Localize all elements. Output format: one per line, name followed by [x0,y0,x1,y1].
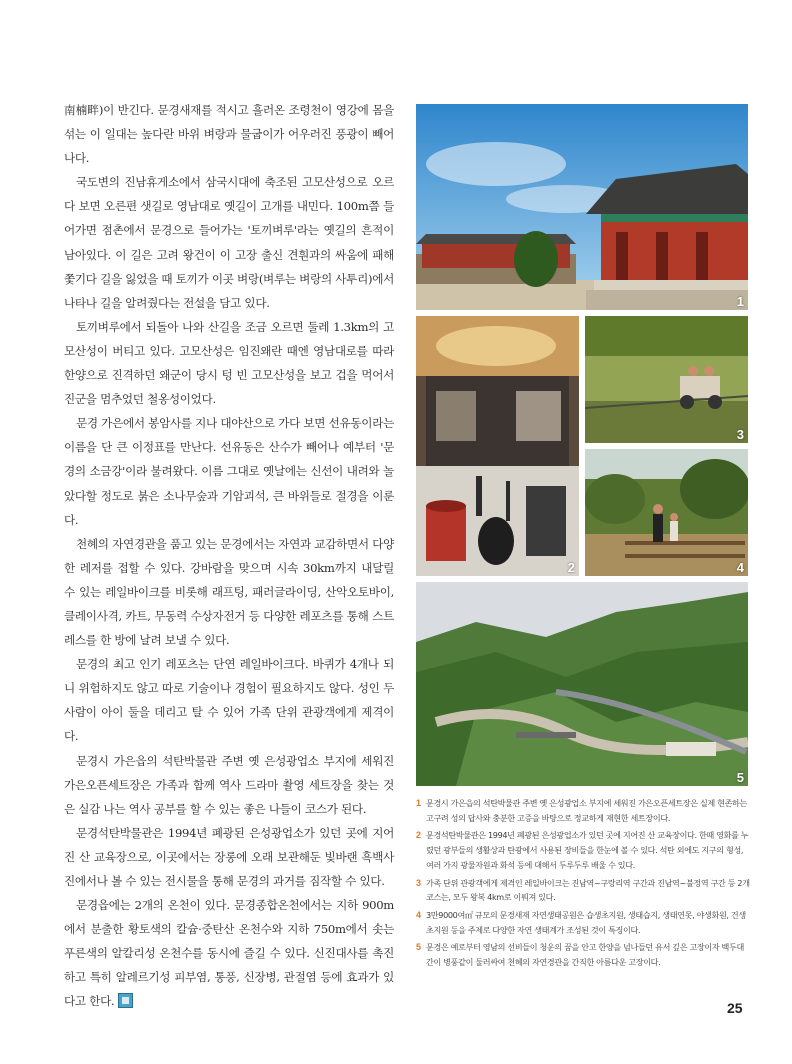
photo-number: 5 [736,770,744,785]
body-paragraph-last [64,893,394,1013]
body-paragraph: 南楠畔)이 반긴다. 문경새재를 적시고 흘러온 조령천이 영강에 몸을 섞는 이 일대는 높다란 바위 벼랑과 물굽이가 어우러진 풍광이 빼어나다. [64,103,394,166]
photo-number: 4 [736,560,744,575]
wetland-photo [585,449,748,576]
caption-number: 4 [416,909,421,920]
photo-number: 2 [567,560,575,575]
caption-item [416,908,750,937]
caption-text: 문경시 가은읍의 석탄박물관 주변 옛 은성광업소 부지에 세워진 가은오픈세트장은 실제 현존하는 고구려 성의 답사와 충분한 고증을 바탕으로 정교하게 재현한 세트장이다. [426,798,747,823]
photo-number: 1 [736,294,744,309]
body-paragraph: 토끼벼루에서 되돌아 나와 산길을 조금 오르면 둘레 1.3km의 고모산성이 버티고 있다. 고모산성은 임진왜란 때엔 영남대로를 따라 한양으로 진격하던 왜군이 당시 텅 빈 고모산성을 보고 겁을 먹어서 진군을 멈추었던 철옹성이었다. [64,319,394,407]
museum-illustration [416,316,579,576]
photo-captions [416,796,750,973]
page-number: 25 [727,1000,743,1016]
caption-item [416,940,750,969]
article-body [64,98,394,1014]
body-paragraph: 문경시 가은읍의 석탄박물관 주변 옛 은성광업소 부지에 세워진 가은오픈세트장은 가족과 함께 역사 드라마 촬영 세트장을 찾는 것은 실감 나는 역사 공부를 할 수 있는 좋은 나들이 코스가 된다. [64,753,394,816]
caption-text: 문경은 예로부터 영남의 선비들이 청운의 꿈을 안고 한양을 넘나들던 유서 깊은 고장이자 백두대간이 병풍같이 둘러싸여 천혜의 자연경관을 간직한 아름다운 고장이다. [426,942,744,968]
caption-number: 5 [416,942,421,953]
caption-text: 문경석탄박물관은 1994년 폐광된 은성광업소가 있던 곳에 지어진 산 교육장이다. 한때 영화를 누렸던 광부들의 생활상과 탄광에서 사용된 장비들을 한눈에 볼 수 있다. 석탄 외에도 지구의 형성, 여러 가지 광물자원과 화석 등에 대해서 두루두루 배울 수 있다. [426,830,749,870]
caption-number: 2 [416,830,421,841]
caption-item [416,828,750,872]
valley-illustration [416,582,748,786]
caption-number: 3 [416,877,421,888]
valley-photo [416,582,748,786]
body-paragraph: 문경 가은에서 봉암사를 지나 대야산으로 가다 보면 선유동이라는 이름을 단 큰 이정표를 만난다. 선유동은 산수가 빼어나 예부터 '문경의 소금강'이라 불려왔다. 이름 그대로 옛날에는 신선이 내려와 놀았다할 정도로 붉은 소나무숲과 기암괴석, 큰 바위들로 절경을 이룬다. [64,416,394,527]
wetland-illustration [585,449,748,576]
caption-item [416,796,750,825]
caption-item [416,876,750,905]
body-paragraph: 국도변의 진남휴게소에서 삼국시대에 축조된 고모산성으로 오르다 보면 오른편 샛길로 영남대로 옛길이 고개를 내민다. 100m쯤 들어가면 점촌에서 문경으로 들어가는 '토끼벼루'라는 옛길의 흔적이 남아있다. 이 길은 고려 왕건이 이 고장 출신 견훤과의 싸움에 패해 쫓기다 길을 잃었을 때 토끼가 이곳 벼랑(벼루는 벼랑의 사투리)에서 나타나 길을 알려줬다는 전설을 담고 있다. [64,175,394,310]
body-paragraph: 문경석탄박물관은 1994년 폐광된 은성광업소가 있던 곳에 지어진 산 교육장으로, 이곳에서는 장롱에 오래 보관해둔 빛바랜 흑백사진에서나 볼 수 있는 전시물을 통해 문경의 과거를 짐작할 수 있다. [64,825,394,888]
caption-text: 가족 단위 관광객에게 제격인 레일바이크는 진남역~구랑리역 구간과 진남역~불정역 구간 등 2개 코스는, 모두 왕복 4km로 이뤄져 있다. [426,877,750,903]
museum-photo [416,316,579,576]
body-paragraph-text: 문경읍에는 2개의 온천이 있다. 문경종합온천에서는 지하 900m에서 분출한 황토색의 칼슘·중탄산 온천수와 지하 750m에서 솟는 푸른색의 알칼리성 온천수를 동시에 즐길 수 있다. 신진대사를 촉진하고 특히 알레르기성 피부염, 통풍, 신장병, 관절염 등에 효과가 있다고 한다. [64,898,394,1009]
caption-number: 1 [416,798,421,808]
railbike-illustration [585,316,748,443]
palace-illustration [416,104,748,310]
end-mark-icon [118,993,133,1008]
photo-number: 3 [736,427,744,442]
body-paragraph: 문경의 최고 인기 레포츠는 단연 레일바이크다. 바퀴가 4개나 되니 위험하지도 않고 따로 기술이나 경험이 필요하지도 않다. 성인 두 사람이 아이 둘을 데리고 탈 수 있어 가족 단위 관광객에게 제격이다. [64,657,394,744]
body-paragraph: 천혜의 자연경관을 품고 있는 문경에서는 자연과 교감하면서 다양한 레저를 접할 수 있다. 강바람을 맞으며 시속 30km까지 내달릴 수 있는 레일바이크를 비롯해 래프팅, 패러글라이딩, 산악오토바이, 클레이사격, 카트, 무동력 수상자전거 등 다양한 레포츠를 통해 스트레스를 한 방에 날려 보낼 수 있다. [64,536,394,648]
palace-photo [416,104,748,310]
caption-text: 3만9000여㎡ 규모의 문경새재 자연생태공원은 습생초지원, 생태습지, 생태연못, 야생화원, 건생초지원 등을 주제로 다양한 자연 생태계가 조성된 것이 특징이다. [426,909,746,935]
railbike-photo [585,316,748,443]
